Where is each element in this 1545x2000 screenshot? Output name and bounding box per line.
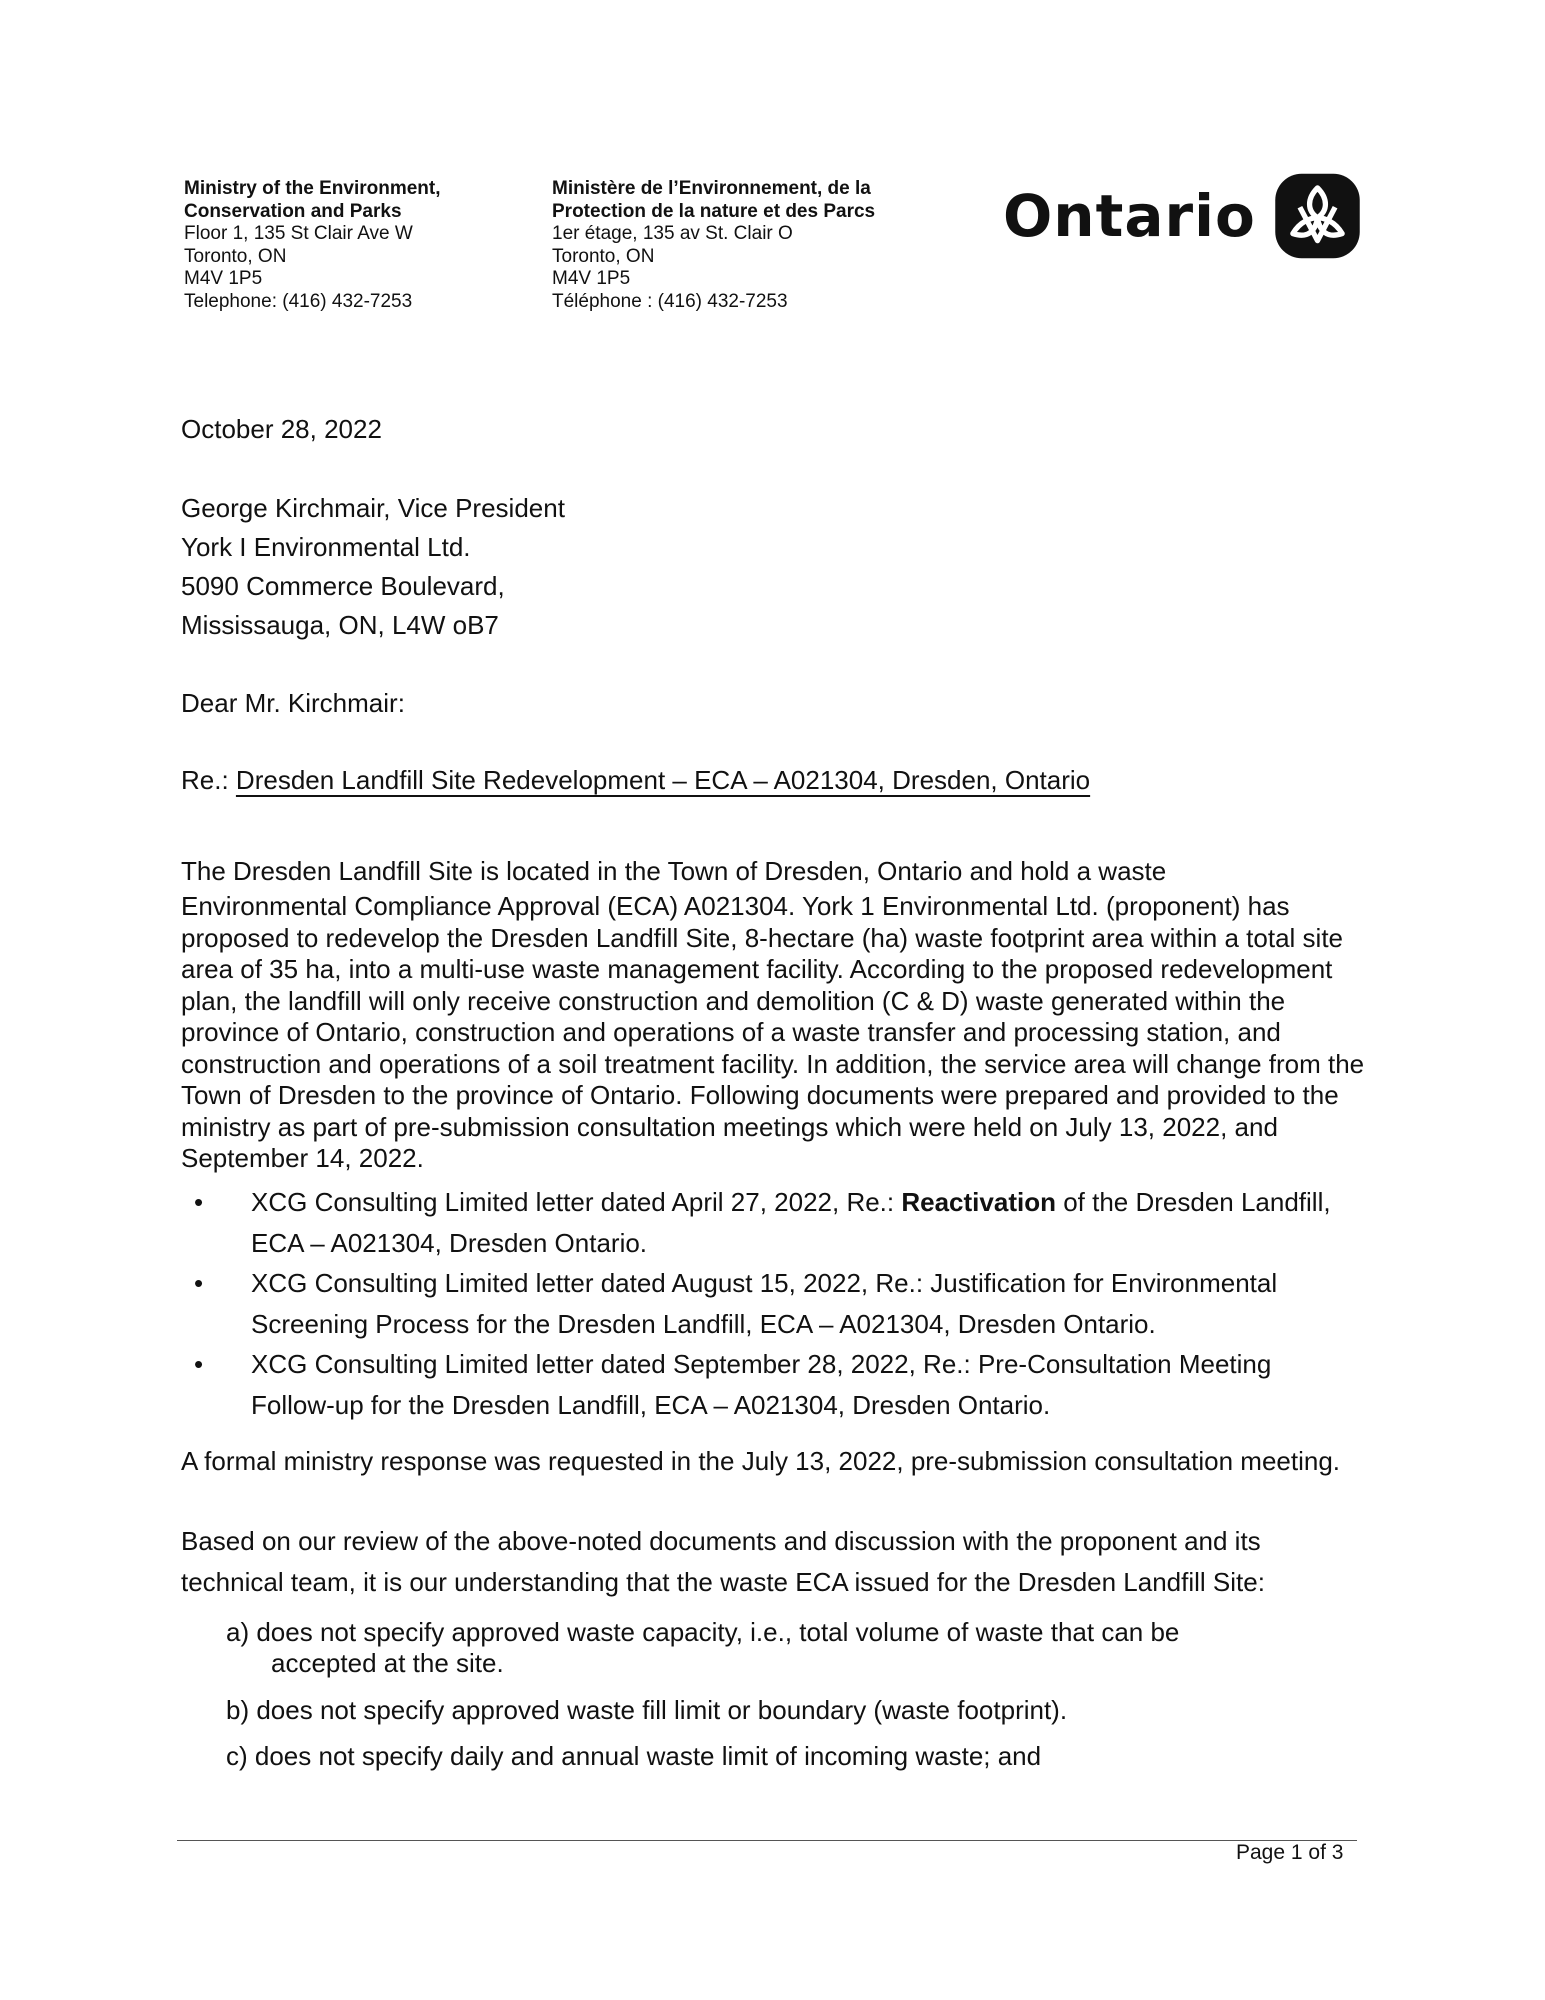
city-en: Toronto, ON <box>184 245 287 267</box>
review-paragraph: Based on our review of the above-noted documents and discussion with the proponent and its technical team, it is our understanding that the waste ECA issued for the Dresden Landfill Site: <box>181 1526 1265 1597</box>
list-item: c) does not specify daily and annual waste limit of incoming waste; and <box>226 1741 1042 1771</box>
re-subject: Dresden Landfill Site Redevelopment – ECA – A021304, Dresden, Ontario <box>235 765 1091 795</box>
recipient-line: 5090 Commerce Boulevard, <box>181 571 505 601</box>
intro-paragraph <box>181 851 1371 1175</box>
header-english-block <box>184 178 441 313</box>
recipient-line: York I Environmental Ltd. <box>181 532 471 562</box>
request-paragraph: A formal ministry response was requested in the July 13, 2022, pre-submission consultation meeting. <box>181 1446 1341 1476</box>
ministry-name-fr-line2: Protection de la nature et des Parcs <box>552 200 876 222</box>
re-line <box>181 765 1361 796</box>
salutation: Dear Mr. Kirchmair: <box>181 688 405 718</box>
address-fr: 1er étage, 135 av St. Clair O <box>552 223 793 244</box>
list-item: • XCG Consulting Limited letter dated August 15, 2022, Re.: Justification for Environmental Screening Process for the Dresden Landfill, ECA – A021304, Dresden Ontario. <box>181 1263 1361 1344</box>
city-fr: Toronto, ON <box>552 245 655 267</box>
logo-wordmark: Ontario <box>1003 182 1256 250</box>
footer-divider <box>177 1840 1357 1841</box>
ontario-logo <box>1003 172 1363 260</box>
postal-fr: M4V 1P5 <box>552 268 631 289</box>
address-en: Floor 1, 135 St Clair Ave W <box>184 223 413 244</box>
trillium-icon <box>1272 172 1363 260</box>
list-item: b) does not specify approved waste fill limit or boundary (waste footprint). <box>226 1695 1068 1725</box>
ministry-name-en-line2: Conservation and Parks <box>184 200 402 222</box>
ministry-name-fr-line1: Ministère de l’Environnement, de la <box>552 178 871 199</box>
bullet-symbol: • <box>194 1268 204 1298</box>
phone-en: Telephone: (416) 432-7253 <box>184 290 413 312</box>
recipient-line: George Kirchmair, Vice President <box>181 493 565 523</box>
list-item: • XCG Consulting Limited letter dated September 28, 2022, Re.: Pre-Consultation Meeting Follow-up for the Dresden Landfill, ECA – A021304, Dresden Ontario. <box>181 1344 1361 1425</box>
bullet-symbol: • <box>194 1187 204 1217</box>
header-french-block <box>552 178 875 313</box>
emphasis-text: Reactivation <box>901 1187 1056 1217</box>
intro-first-line: The Dresden Landfill Site is located in the Town of Dresden, Ontario and hold a waste <box>181 856 1167 886</box>
postal-en: M4V 1P5 <box>184 268 263 289</box>
list-item: • XCG Consulting Limited letter dated April 27, 2022, Re.: Reactivation of the Dresden Landfill, ECA – A021304, Dresden Ontario. <box>181 1182 1361 1263</box>
letter-date: October 28, 2022 <box>181 414 382 444</box>
list-item: a) does not specify approved waste capacity, i.e., total volume of waste that can be accepted at the site. <box>226 1617 1180 1678</box>
intro-body: Environmental Compliance Approval (ECA) A021304. York 1 Environmental Ltd. (proponent) has proposed to redevelop the Dresden Landfill Site, 8-hectare (ha) waste footprint area within a total site area of 35 ha, into a multi-use waste management facility. According to the proposed redevelopment plan, the landfill will only receive construction and demolition (C & D) waste generated within the province of Ontario, construction and operations of a waste transfer and processing station, and construction and operations of a soil treatment facility. In addition, the service area will change from the Town of Dresden to the province of Ontario. Following documents were prepared and provided to the ministry as part of pre-submission consultation meetings which were held on July 13, 2022, and September 14, 2022. <box>181 891 1365 1173</box>
document-list <box>181 1182 1361 1425</box>
recipient-line: Mississauga, ON, L4W oB7 <box>181 610 499 640</box>
ministry-name-en-line1: Ministry of the Environment, <box>184 178 441 199</box>
bullet-symbol: • <box>194 1349 204 1379</box>
re-prefix: Re.: <box>181 765 229 795</box>
phone-fr: Téléphone : (416) 432-7253 <box>552 290 788 312</box>
page-number: Page 1 of 3 <box>1236 1841 1344 1864</box>
